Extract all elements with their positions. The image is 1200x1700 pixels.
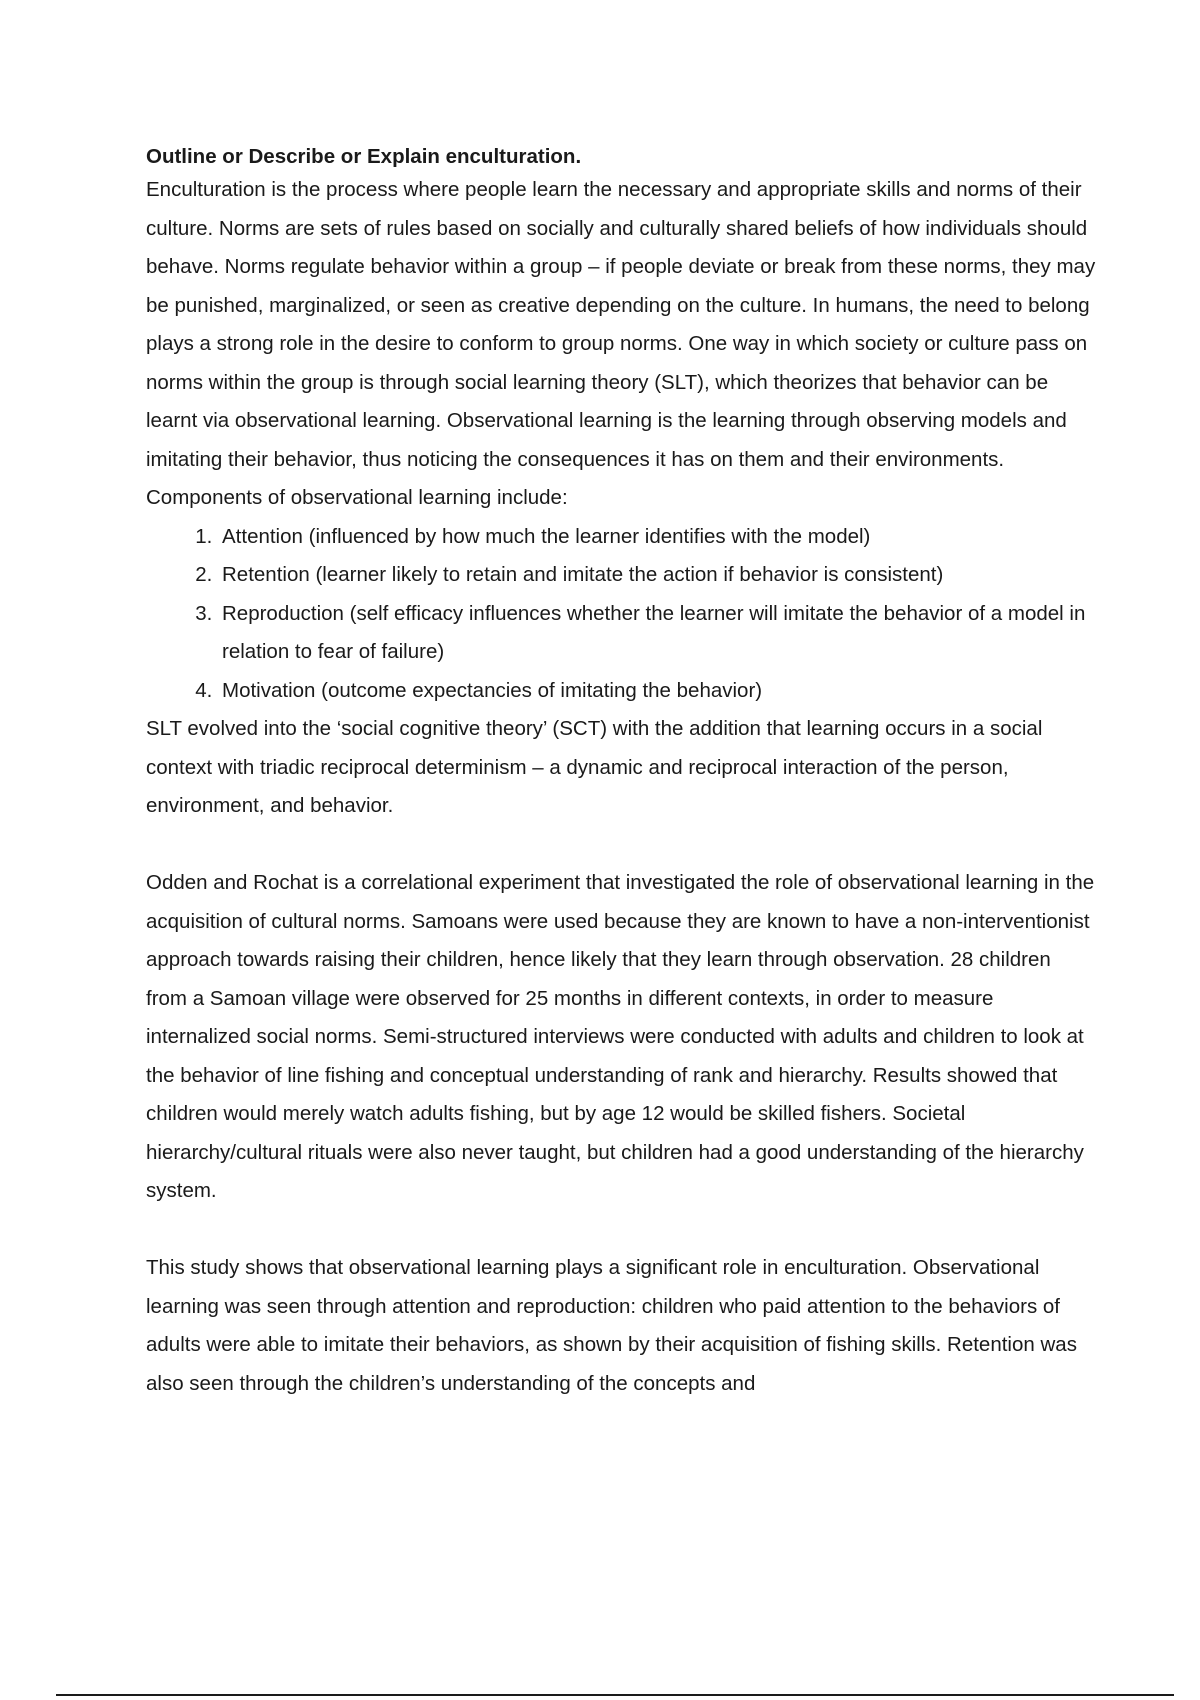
page-title: Outline or Describe or Explain enculturation. bbox=[146, 145, 582, 168]
paragraph-sct: SLT evolved into the ‘social cognitive theory’ (SCT) with the addition that learning occurs in a social context with triadic reciprocal determinism – a dynamic and reciprocal interaction of the person, environment, and behavior. bbox=[146, 717, 1043, 817]
paragraph-odden-rochat-study: Odden and Rochat is a correlational experiment that investigated the role of observational learning in the acquisition of cultural norms. Samoans were used because they are known to have a non-interventionist approach towards raising their children, hence likely that they learn through observation. 28 children from a Samoan village were observed for 25 months in different contexts, in order to measure internalized social norms. Semi-structured interviews were conducted with adults and children to look at the behavior of line fishing and conceptual understanding of rank and hierarchy. Results showed that children would merely watch adults fishing, but by age 12 would be skilled fishers. Societal hierarchy/cultural rituals were also never taught, but children had a good understanding of the hierarchy system. bbox=[146, 871, 1095, 1202]
paragraph-study-evaluation: This study shows that observational learning plays a significant role in enculturation. Observational learning was seen through attention and reproduction: children who paid attention to the behaviors of adults were able to imitate their behaviors, as shown by their acquisition of fishing skills. Retention was also seen through the children’s understanding of the concepts and bbox=[146, 1256, 1077, 1395]
list-item: 2. Retention (learner likely to retain and imitate the action if behavior is consistent) bbox=[218, 556, 1096, 595]
paragraph-enculturation-definition: Enculturation is the process where people learn the necessary and appropriate skills and norms of their culture. Norms are sets of rules based on socially and culturally shared beliefs of how individuals should behave. Norms regulate behavior within a group – if people deviate or break from these norms, they may be punished, marginalized, or seen as creative depending on the culture. In humans, the need to belong plays a strong role in the desire to conform to group norms. One way in which society or culture pass on norms within the group is through social learning theory (SLT), which theorizes that behavior can be learnt via observational learning. Observational learning is the learning through observing models and imitating their behavior, thus noticing the consequences it has on them and their environments. Components of observational learning include: bbox=[146, 178, 1096, 509]
document-body bbox=[146, 143, 1096, 1403]
list-item: 3. Reproduction (self efficacy influences whether the learner will imitate the behavior of a model in relation to fear of failure) bbox=[218, 595, 1096, 672]
paragraph-gap bbox=[146, 1211, 1096, 1250]
paragraph-gap bbox=[146, 826, 1096, 865]
list-item: 4. Motivation (outcome expectancies of imitating the behavior) bbox=[218, 672, 1096, 711]
list-item: 1. Attention (influenced by how much the learner identifies with the model) bbox=[218, 518, 1096, 557]
observational-learning-components-list bbox=[146, 518, 1096, 711]
page-bottom-divider bbox=[56, 1694, 1174, 1696]
